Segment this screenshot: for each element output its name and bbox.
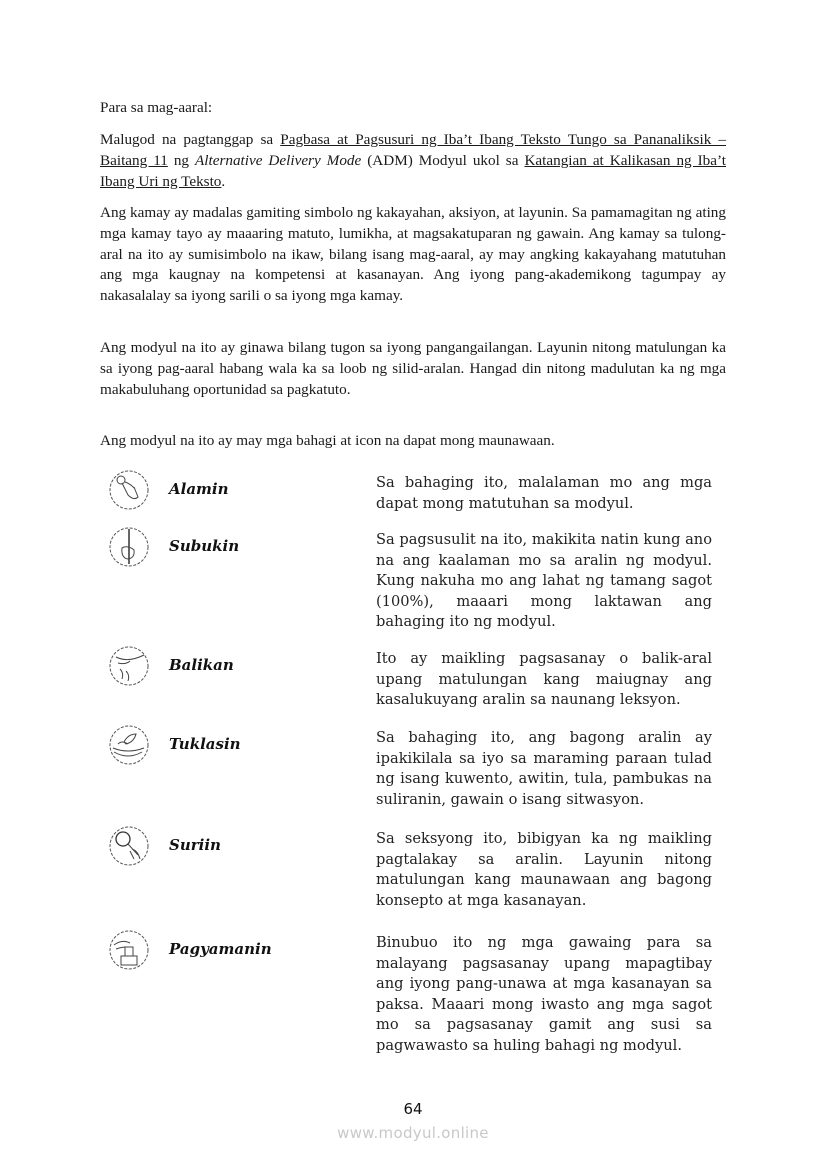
paragraph-modyul: Ang modyul na ito ay ginawa bilang tugon sa iyong pangangailangan. Layunin nitong matulungan ka sa iyong pag-aaral habang wala ka sa loob ng silid-aralan. Hangad din nitong madulutan ka ng mga makabuluhang oportunidad sa pagkatuto. [100,339,726,398]
intro-text: (ADM) Modyul ukol sa [361,151,525,169]
pointing-hand-icon [108,469,150,511]
paragraph-kamay: Ang kamay ay madalas gamiting simbolo ng kakayahan, aksiyon, at layunin. Sa pamamagitan ng ating mga kamay tayo ay maaaring matuto, lumikha, at magsakatuparan ng gawain. Ang kamay sa tulong-aral na ito ay sumisimbolo na ikaw, bilang isang mag-aaral, ay may angking kakayahang matutuhan ang mga kaugnay na kompetensi at kasanayan. Ang iyong pang-akademikong tagumpay ay nakasalalay sa iyong sarili o sa iyong mga kamay. [100,204,726,305]
hands-holding-plant-icon [108,724,150,766]
topic-link: Katangian at Kalikasan ng Iba’t Ibang Uri ng Teksto [100,151,727,190]
intro-text: . [221,172,226,190]
section-label: Balikan [169,656,234,674]
section-description: Binubuo ito ng mga gawaing para sa malayang pagsasanay upang mapagtibay ang iyong pang-unawa at mga kasanayan sa paksa. Maaari mong iwasto ang mga sagot mo sa pagsasanay gamit ang susi sa pagwawasto sa huling bahagi ng modyul. [376,934,712,1054]
section-description: Sa pagsusulit na ito, makikita natin kung ano na ang kaalaman mo sa aralin ng modyul. Kung nakuha mo ang lahat ng tamang sagot (100%), maaari mong laktawan ang bahaging ito ng modyul. [376,531,712,631]
section-label: Tuklasin [169,735,241,753]
greeting: Para sa mag-aaral: [100,99,213,116]
watermark: www.modyul.online [337,1124,489,1142]
hand-reaching-back-icon [108,645,150,687]
section-label: Alamin [169,480,229,498]
module-title-link: Pagbasa at Pagsusuri ng Iba’t Ibang Teksto Tungo sa Pananaliksik – Baitang 11 [100,131,726,169]
section-label: Subukin [169,537,240,555]
page-number: 64 [403,1100,423,1118]
section-description: Sa seksyong ito, bibigyan ka ng maikling pagtalakay sa aralin. Layunin nitong matulungan kang maunawaan ang bagong konsepto at mga kasanayan. [376,830,712,909]
magnifying-glass-icon [108,825,150,867]
hand-stacking-blocks-icon [108,929,150,971]
section-label: Suriin [169,836,221,854]
section-description: Ito ay maikling pagsasanay o balik-aral upang matulungan kang maiugnay ang kasalukuyang aralin sa naunang leksyon. [376,650,712,709]
adm-italic: Alternative Delivery Mode [194,151,362,169]
section-description: Sa bahaging ito, malalaman mo ang mga dapat mong matutuhan sa modyul. [376,474,712,512]
section-label: Pagyamanin [169,940,272,958]
paragraph-bahagi: Ang modyul na ito ay may mga bahagi at icon na dapat mong maunawaan. [100,432,555,449]
intro-text: ng [167,151,195,169]
intro-prefix: Malugod na pagtanggap sa [100,131,281,148]
hand-holding-pencil-icon [108,526,150,568]
intro-paragraph [100,130,726,192]
section-description: Sa bahaging ito, ang bagong aralin ay ipakikilala sa iyo sa maraming paraan tulad ng isang kuwento, awitin, tula, pambukas na suliranin, gawain o isang sitwasyon. [376,729,712,808]
